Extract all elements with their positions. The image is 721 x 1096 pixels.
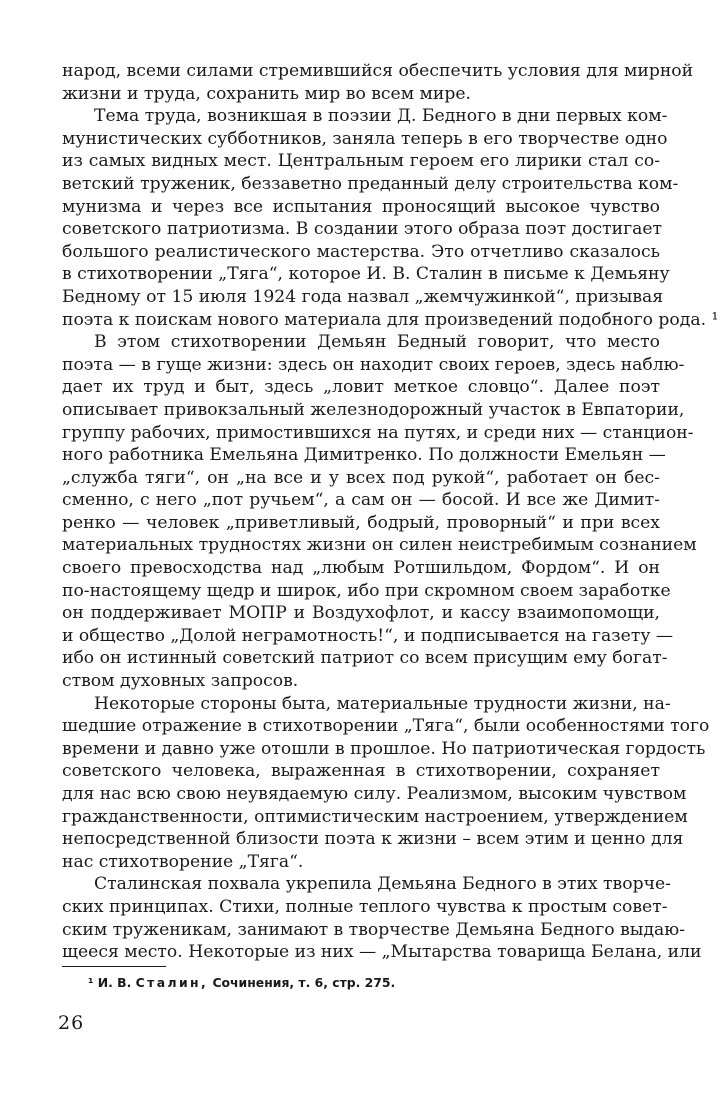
text-line: народ, всеми силами стремившийся обеспечить условия для мирной [62,61,694,81]
text-line: для нас всю свою неувядаемую силу. Реализмом, высоким чувством [62,784,687,804]
text-line: мунистических субботников, заняла теперь в его творчестве одно [62,128,668,149]
paragraph [62,873,702,963]
text-line: ного работника Емельяна Димитренко. По должности Емельян — [62,445,666,466]
paragraph [62,105,719,331]
text-line: поэта к поискам нового материала для произведений подобного рода. ¹ [62,309,719,330]
footnote-author: Сталин, [135,975,209,990]
paragraph [62,693,710,874]
text-line: ибо он истинный советский патриот со всем присущим ему богат- [62,648,668,669]
footnote-separator [62,966,166,967]
page-number: 26 [58,1012,85,1034]
text-line: ских принципах. Стихи, полные теплого чувства к простым совет- [62,896,668,917]
paragraph [62,60,694,105]
text-line: дает их труд и быт, здесь „ловит меткое словцо“. Далее поэт [62,377,660,398]
text-line: времени и давно уже отошли в прошлое. Но патриотическая гордость [62,738,706,759]
text-line: Тема труда, возникшая в поэзии Д. Бедного в дни первых ком- [94,106,668,127]
text-line: „служба тяги“, он „на все и у всех под рукой“, работает он бес- [62,467,660,488]
body-text [62,60,719,964]
text-line: и общество „Долой неграмотность!“, и подписывается на газету — [62,625,674,646]
text-line: шедшие отражение в стихотворении „Тяга“, были особенностями того [62,716,710,737]
footnote-initials: И. В. [97,975,132,990]
text-line: жизни и труда, сохранить мир во всем мире. [62,83,472,104]
text-line: мунизма и через все испытания проносящий высокое чувство [62,196,660,217]
text-line: гражданственности, оптимистическим настроением, утверждением [62,806,688,827]
footnote-marker: ¹ [88,975,94,990]
text-line: Сталинская похвала укрепила Демьяна Бедного в этих творче- [94,874,671,895]
text-line: ским труженикам, занимают в творчестве Демьяна Бедного выдаю- [62,919,686,940]
footnote-reference: Сочинения, т. 6, стр. 275. [212,975,396,990]
text-line: Некоторые стороны быта, материальные трудности жизни, на- [94,693,671,714]
paragraph [62,331,697,693]
text-line: группу рабочих, примостившихся на путях, и среди них — станцион- [62,422,694,443]
text-line: Бедному от 15 июля 1924 года назвал „жемчужинкой“, призывая [62,286,664,307]
text-line: нас стихотворение „Тяга“. [62,851,304,872]
text-line: щееся место. Некоторые из них — „Мытарства товарища Белана, или [62,942,702,963]
text-line: описывает привокзальный железнодорожный участок в Евпатории, [62,399,685,420]
text-line: ренко — человек „приветливый, бодрый, проворный“ и при всех [62,512,660,533]
text-line: своего превосходства над „любым Ротшильдом, Фордом“. И он [62,558,660,579]
text-line: советского человека, выраженная в стихотворении, сохраняет [62,761,660,782]
footnote [88,975,648,990]
text-line: сменно, с него „пот ручьем“, а сам он — босой. И все же Димит- [62,490,660,511]
text-line: ством духовных запросов. [62,671,299,692]
text-line: материальных трудностях жизни он силен неистребимым сознанием [62,535,697,556]
text-line: в стихотворении „Тяга“, которое И. В. Сталин в письме к Демьяну [62,264,670,285]
text-line: по-настоящему щедр и широк, ибо при скромном своем заработке [62,580,671,601]
text-line: поэта — в гуще жизни: здесь он находит своих героев, здесь наблю- [62,354,685,375]
text-line: непосредственной близости поэта к жизни – всем этим и ценно для [62,829,684,850]
text-line: большого реалистического мастерства. Это отчетливо сказалось [62,241,660,262]
text-line: В этом стихотворении Демьян Бедный говорит, что место [94,332,660,353]
text-line: он поддерживает МОПР и Воздухофлот, и кассу взаимопомощи, [62,603,660,624]
text-line: ветский труженик, беззаветно преданный делу строительства ком- [62,173,679,194]
text-line: советского патриотизма. В создании этого образа поэт достигает [62,219,663,240]
text-line: из самых видных мест. Центральным героем его лирики стал со- [62,151,660,172]
